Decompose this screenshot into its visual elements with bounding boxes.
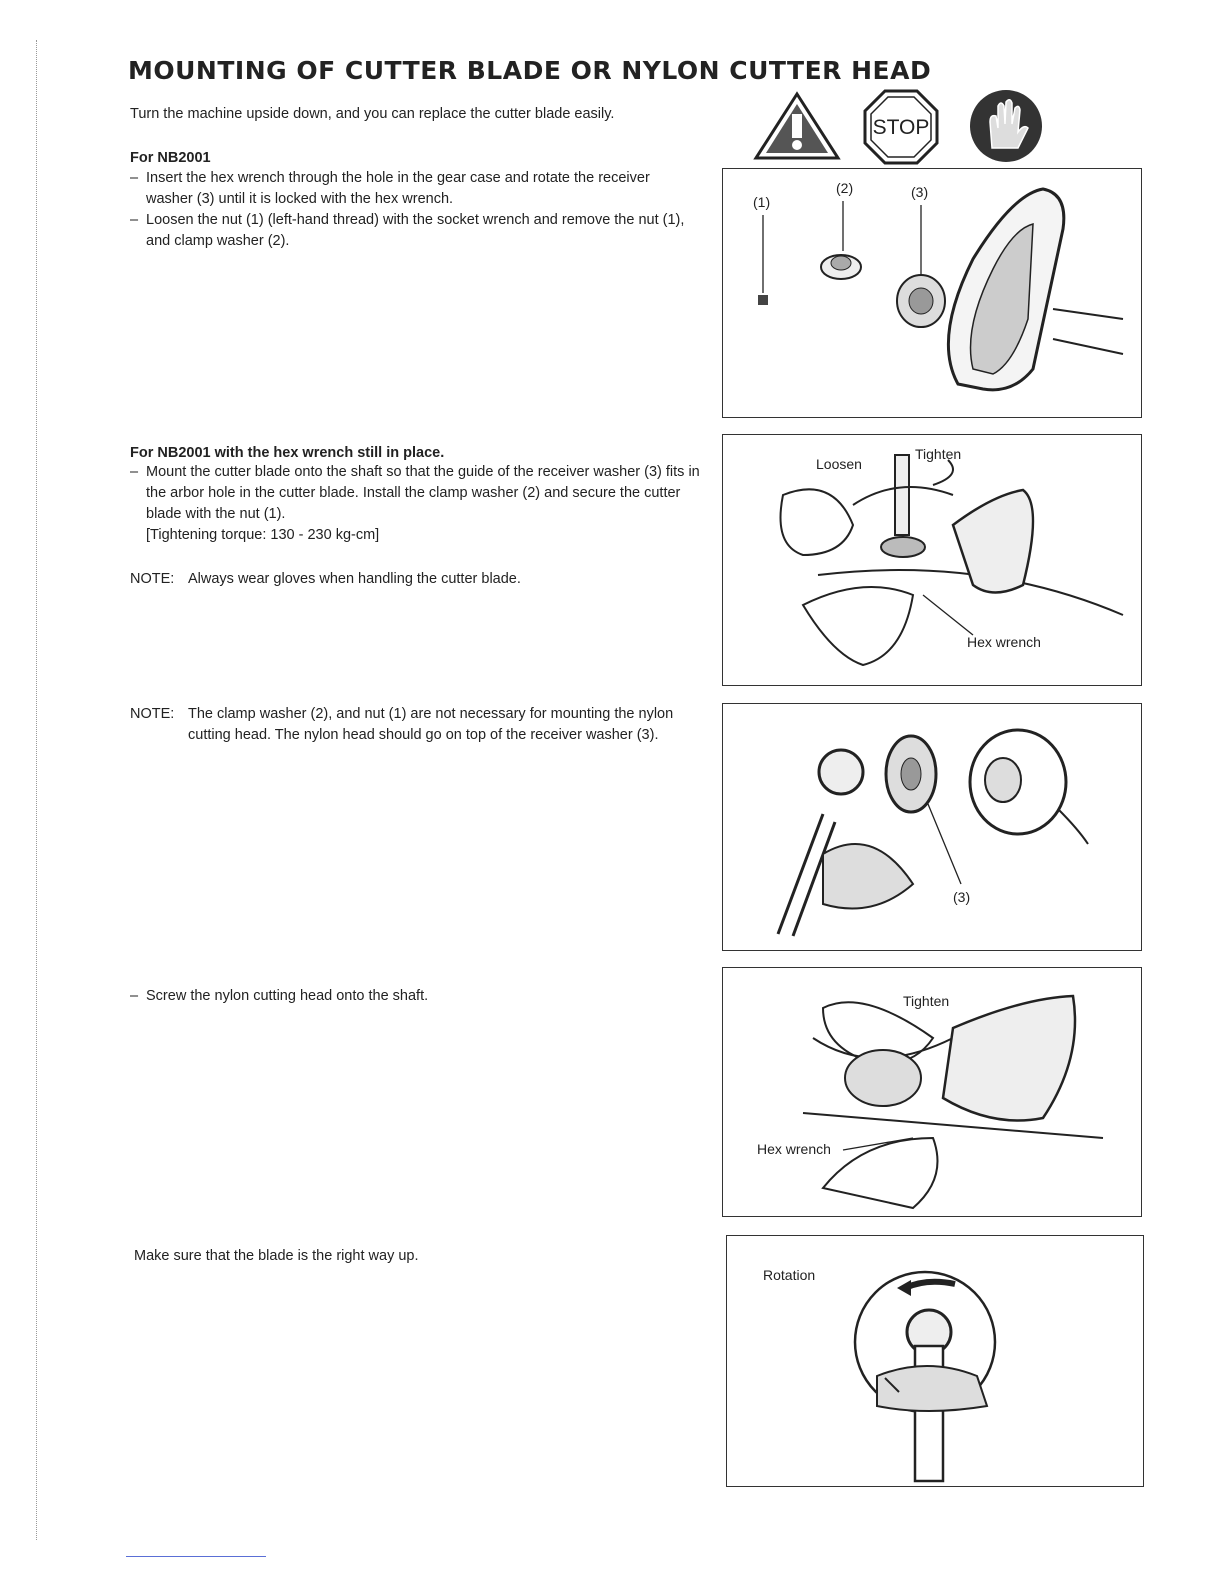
figure-rotation-direction [726,1235,1144,1487]
note-label: NOTE: [130,571,175,587]
bottom-rule [126,1556,266,1557]
tightening-torque: [Tightening torque: 130 - 230 kg-cm] [146,527,380,543]
warning-triangle-icon [752,90,842,162]
bullet-dash: – [130,988,139,1004]
label-hex-wrench: Hex wrench [967,634,1041,650]
section3-bullet [130,986,690,1007]
figure-nylon-head-parts [722,703,1142,951]
figure-nylon-head-install [722,967,1142,1217]
section1-bullets [130,168,700,252]
note-label: NOTE: [130,706,175,722]
bullet-text: Mount the cutter blade onto the shaft so that the guide of the receiver washer (3) fits in the arbor hole in the cutter blade. Install the clamp washer (2) and secure the cutter blade with the nut (1). [146,464,700,522]
figure-blade-mounting [722,434,1142,686]
label-receiver-washer: (3) [911,184,929,200]
figure-parts-diagram [722,168,1142,418]
label-loosen: Loosen [816,456,862,472]
label-receiver-washer: (3) [953,889,971,905]
label-rotation: Rotation [763,1267,816,1283]
note-nylon-head [130,704,690,746]
label-hex-wrench: Hex wrench [757,1141,831,1157]
section2-body [130,462,700,546]
bullet-text: Screw the nylon cutting head onto the shaft. [146,988,429,1004]
section1-bullet-1 [130,168,700,210]
section1-heading: For NB2001 [130,150,211,166]
bullet-dash: – [130,170,139,186]
stop-sign-label: STOP [872,116,930,139]
bullet-text: Loosen the nut (1) (left-hand thread) with the socket wrench and remove the nut (1), and clamp washer (2). [146,212,685,249]
label-tighten: Tighten [903,993,950,1009]
stop-sign-icon [862,88,940,166]
note-text: Always wear gloves when handling the cutter blade. [188,571,521,587]
section2-bullet [130,462,700,525]
bullet-dash: – [130,464,139,480]
section2-heading: For NB2001 with the hex wrench still in place. [130,445,445,461]
note-text: The clamp washer (2), and nut (1) are not necessary for mounting the nylon cutting head. The nylon head should go on top of the receiver washer (3). [188,706,674,743]
bullet-dash: – [130,212,139,228]
section1-bullet-2 [130,210,700,252]
intro-text: Turn the machine upside down, and you can replace the cutter blade easily. [130,106,615,122]
final-instruction: Make sure that the blade is the right way up. [134,1248,419,1264]
page-edge-scan [36,40,38,1540]
label-clamp-washer: (2) [836,180,854,196]
page-title: MOUNTING OF CUTTER BLADE OR NYLON CUTTER HEAD [128,56,932,85]
label-nut: (1) [753,194,771,210]
bullet-text: Insert the hex wrench through the hole in the gear case and rotate the receiver washer (3) until it is locked with the hex wrench. [146,170,650,207]
gloves-icon [968,88,1044,164]
label-tighten: Tighten [915,446,962,462]
note-gloves [130,569,700,590]
